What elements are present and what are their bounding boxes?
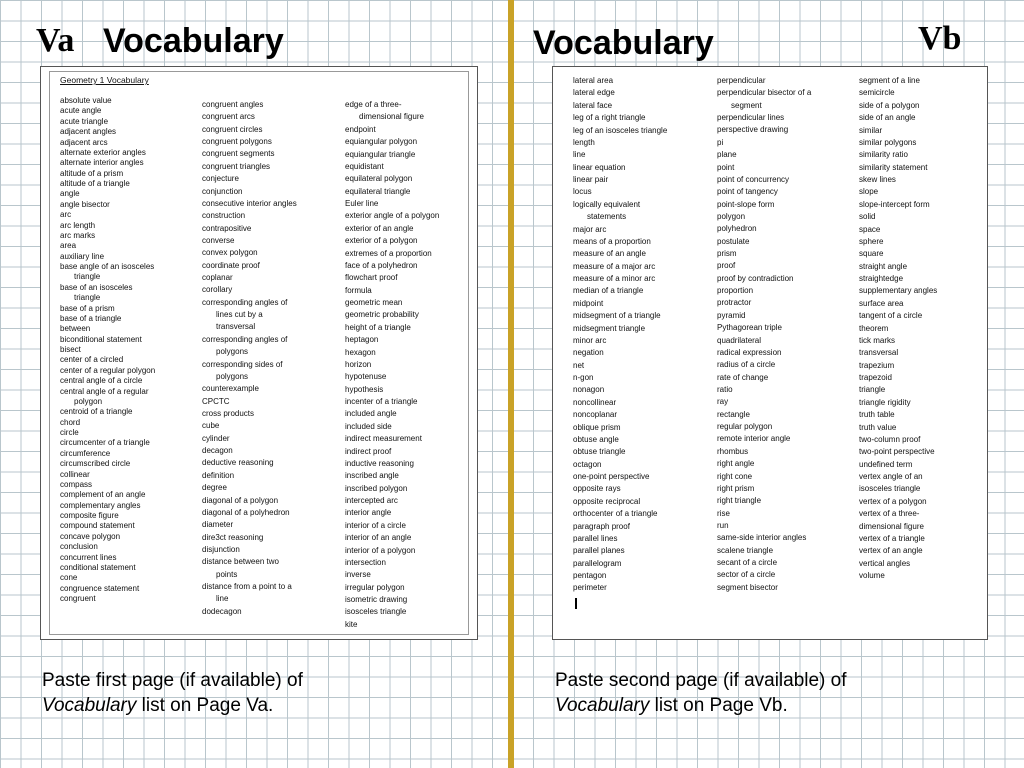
vocabulary-term: altitude of a triangle xyxy=(60,179,130,188)
vocabulary-term: two-column proof xyxy=(859,434,921,444)
vocabulary-term: flowchart proof xyxy=(345,273,398,283)
vocabulary-term: corresponding angles of xyxy=(202,334,288,344)
vocabulary-term: dimensional figure xyxy=(359,112,424,122)
vocabulary-term: concave polygon xyxy=(60,531,121,541)
vocabulary-term: linear equation xyxy=(573,162,626,172)
vocabulary-term: area xyxy=(60,241,77,251)
vocabulary-term: tangent of a circle xyxy=(859,311,923,321)
vocabulary-term: center of a circled xyxy=(60,355,124,365)
vocabulary-term: skew lines xyxy=(859,175,896,184)
vocabulary-term: exterior of an angle xyxy=(345,223,414,233)
vocabulary-term: perpendicular xyxy=(717,76,766,85)
vocabulary-term: diameter xyxy=(202,520,234,530)
caption-left xyxy=(42,668,303,718)
vocabulary-term: horizon xyxy=(345,359,372,369)
vocabulary-term: scalene triangle xyxy=(717,545,774,555)
vocabulary-term: congruent angles xyxy=(202,100,264,109)
vocabulary-term: plane xyxy=(717,150,737,160)
vocabulary-term: minor arc xyxy=(573,335,607,345)
vocabulary-term: inscribed angle xyxy=(345,471,399,481)
vocabulary-term: protractor xyxy=(717,298,752,308)
vocabulary-term: inscribed polygon xyxy=(345,483,408,493)
vocabulary-term: equiangular triangle xyxy=(345,149,416,159)
vocabulary-term: alternate exterior angles xyxy=(60,147,146,157)
vocabulary-term: bisect xyxy=(60,345,81,354)
vocabulary-term: postulate xyxy=(717,236,750,246)
vocabulary-term: supplementary angles xyxy=(859,286,938,296)
caption-right-pre: Paste second page (if available) of xyxy=(555,670,847,691)
vocabulary-term: adjacent arcs xyxy=(60,137,108,147)
vocabulary-term: slope xyxy=(859,187,879,197)
vocabulary-term: n-gon xyxy=(573,373,594,382)
vocabulary-term: polygons xyxy=(216,347,249,357)
vocabulary-term: leg of a right triangle xyxy=(573,113,646,123)
vocabulary-term: remote interior angle xyxy=(717,434,791,444)
vocabulary-term: formula xyxy=(345,285,372,295)
vocabulary-term: lateral edge xyxy=(573,88,615,98)
vocabulary-term: right angle xyxy=(717,459,755,469)
vocabulary-term: base of an isosceles xyxy=(60,282,133,292)
vocabulary-term: perspective drawing xyxy=(717,125,789,135)
vocabulary-term: triangle xyxy=(859,385,886,395)
title-left: Vocabulary xyxy=(103,22,284,60)
vocabulary-term: vertex of a polygon xyxy=(859,496,927,506)
vocabulary-term: biconditional statement xyxy=(60,334,142,344)
vocabulary-term: proof xyxy=(717,261,736,271)
vocabulary-term: chord xyxy=(60,417,81,427)
vocabulary-term: irregular polygon xyxy=(345,582,405,592)
vocabulary-term: theorem xyxy=(859,323,889,333)
vocabulary-term: regular polygon xyxy=(717,422,773,432)
vocabulary-term: face of a polyhedron xyxy=(345,260,418,270)
vocabulary-term: linear pair xyxy=(573,175,609,184)
vocabulary-term: congruent segments xyxy=(202,149,275,159)
vocabulary-term: coordinate proof xyxy=(202,260,260,270)
vocabulary-term: right triangle xyxy=(717,496,762,506)
vocabulary-term: cube xyxy=(202,421,220,431)
page-a-heading: Geometry 1 Vocabulary xyxy=(60,75,149,85)
vocabulary-term: arc xyxy=(60,210,72,220)
vocabulary-term: degree xyxy=(202,483,227,493)
vocabulary-term: major arc xyxy=(573,224,607,234)
vocabulary-term: interior of a polygon xyxy=(345,545,416,555)
vocabulary-term: lateral face xyxy=(573,100,613,110)
vocabulary-term: angle xyxy=(60,189,80,199)
vocabulary-term: undefined term xyxy=(859,459,913,469)
vocabulary-term: points xyxy=(216,569,238,579)
vocabulary-term: proportion xyxy=(717,286,754,296)
vocabulary-term: triangle xyxy=(74,272,101,282)
vocabulary-term: point xyxy=(717,162,735,172)
vocabulary-term: distance between two xyxy=(202,557,279,567)
vocabulary-term: midpoint xyxy=(573,298,604,308)
vocabulary-term: dodecagon xyxy=(202,606,242,616)
vocabulary-term: oblique prism xyxy=(573,422,621,432)
vocabulary-term: lateral area xyxy=(573,76,614,85)
vocabulary-term: base angle of an isosceles xyxy=(60,262,155,271)
vocabulary-term: semicircle xyxy=(859,88,895,98)
vocabulary-page-a xyxy=(40,66,478,640)
vocabulary-term: polygon xyxy=(74,396,103,406)
vocabulary-term: adjacent angles xyxy=(60,127,117,137)
vocabulary-term: intercepted arc xyxy=(345,496,398,505)
caption-right-post: list on Page Vb. xyxy=(649,695,788,716)
vocabulary-term: ratio xyxy=(717,384,733,394)
vocabulary-term: right cone xyxy=(717,471,753,481)
vocabulary-term: included side xyxy=(345,421,392,431)
vocabulary-term: isosceles triangle xyxy=(345,607,407,617)
vocabulary-term: solid xyxy=(859,212,876,222)
vocabulary-term: hypotenuse xyxy=(345,372,387,382)
vocabulary-term: side of a polygon xyxy=(859,100,920,110)
vocabulary-term: vertex of an angle xyxy=(859,546,923,556)
vocabulary-term: distance from a point to a xyxy=(202,582,292,592)
text-cursor xyxy=(575,598,577,609)
caption-right xyxy=(555,668,847,718)
vocabulary-term: interior of a circle xyxy=(345,520,406,530)
vocabulary-term: lines cut by a xyxy=(216,310,263,320)
vocabulary-term: quadrilateral xyxy=(717,335,762,345)
vocabulary-term: kite xyxy=(345,619,358,629)
vocabulary-term: radius of a circle xyxy=(717,360,776,370)
vocabulary-term: octagon xyxy=(573,459,602,469)
vocabulary-term: truth value xyxy=(859,422,897,432)
vocabulary-term: contrapositive xyxy=(202,223,252,233)
vocabulary-term: leg of an isosceles triangle xyxy=(573,125,668,135)
vocabulary-term: midsegment of a triangle xyxy=(573,311,661,321)
vocabulary-term: trapezoid xyxy=(859,373,892,382)
vocabulary-term: length xyxy=(573,137,595,147)
vocabulary-term: trapezium xyxy=(859,360,895,370)
vocabulary-term: edge of a three- xyxy=(345,100,402,109)
vocabulary-term: obtuse triangle xyxy=(573,447,626,457)
vocabulary-term: parallel lines xyxy=(573,533,618,543)
vocabulary-term: circumscribed circle xyxy=(60,459,131,469)
vocabulary-term: acute angle xyxy=(60,106,102,116)
vocabulary-term: congruent triangles xyxy=(202,161,271,171)
vocabulary-term: rate of change xyxy=(717,372,769,382)
vocabulary-term: means of a proportion xyxy=(573,236,651,246)
vocabulary-term: vertical angles xyxy=(859,558,911,568)
vocabulary-term: equidistant xyxy=(345,161,384,171)
vocabulary-term: conjecture xyxy=(202,174,239,184)
vocabulary-term: endpoint xyxy=(345,124,376,134)
vocabulary-term: Euler line xyxy=(345,199,379,208)
page-a-column-3 xyxy=(345,99,439,631)
vocabulary-term: slope-intercept form xyxy=(859,199,930,209)
vocabulary-term: measure of a major arc xyxy=(573,261,656,271)
vocabulary-term: pentagon xyxy=(573,571,607,580)
vocabulary-term: proof by contradiction xyxy=(717,273,794,283)
vocabulary-term: orthocenter of a triangle xyxy=(573,509,658,519)
vocabulary-term: construction xyxy=(202,211,246,221)
vocabulary-term: arc length xyxy=(60,220,96,230)
vocabulary-term: center of a regular polygon xyxy=(60,365,156,375)
vocabulary-term: line xyxy=(216,594,229,604)
vocabulary-term: measure of a minor arc xyxy=(573,274,656,283)
vocabulary-term: altitude of a prism xyxy=(60,168,124,178)
vocabulary-term: logically equivalent xyxy=(573,199,641,209)
vocabulary-term: polyhedron xyxy=(717,224,757,234)
vocabulary-term: volume xyxy=(859,571,885,580)
vocabulary-term: compass xyxy=(60,479,93,489)
vocabulary-term: pyramid xyxy=(717,310,746,320)
vocabulary-term: disjunction xyxy=(202,544,240,554)
vocabulary-term: point-slope form xyxy=(717,199,775,209)
vocabulary-term: interior angle xyxy=(345,508,392,518)
vocabulary-term: convex polygon xyxy=(202,248,258,258)
vocabulary-term: one-point perspective xyxy=(573,472,650,481)
vocabulary-term: equiangular polygon xyxy=(345,137,418,147)
vocabulary-term: base of a prism xyxy=(60,303,115,313)
vocabulary-term: coplanar xyxy=(202,273,233,283)
vocabulary-term: complement of an angle xyxy=(60,490,146,500)
vocabulary-term: complementary angles xyxy=(60,500,141,510)
vocabulary-term: median of a triangle xyxy=(573,286,644,296)
vocabulary-term: measure of an angle xyxy=(573,249,646,259)
vocabulary-term: deductive reasoning xyxy=(202,458,274,468)
vocabulary-term: definition xyxy=(202,470,235,480)
vocabulary-term: secant of a circle xyxy=(717,558,778,568)
vocabulary-term: base of a triangle xyxy=(60,313,122,323)
vocabulary-term: exterior of a polygon xyxy=(345,236,418,246)
vocabulary-term: collinear xyxy=(60,469,90,479)
vocabulary-term: consecutive interior angles xyxy=(202,198,297,208)
vocabulary-term: ray xyxy=(717,397,729,407)
vocabulary-term: dire3ct reasoning xyxy=(202,532,264,542)
vocabulary-term: paragraph proof xyxy=(573,521,630,531)
vocabulary-term: opposite reciprocal xyxy=(573,496,641,506)
page-b-column-1 xyxy=(573,75,667,595)
vocabulary-term: noncoplanar xyxy=(573,410,618,420)
page-a-frame xyxy=(49,71,469,635)
vocabulary-term: cross products xyxy=(202,408,255,418)
vocabulary-term: similarity statement xyxy=(859,162,928,172)
vocabulary-term: nonagon xyxy=(573,385,605,395)
vocabulary-term: arc marks xyxy=(60,230,96,240)
vocabulary-term: corollary xyxy=(202,285,233,295)
vocabulary-term: locus xyxy=(573,187,592,197)
vocabulary-term: congruent xyxy=(60,594,96,603)
vocabulary-term: statements xyxy=(587,212,627,222)
vocabulary-term: straightedge xyxy=(859,274,904,283)
vocabulary-term: parallel planes xyxy=(573,546,625,556)
vocabulary-term: diagonal of a polygon xyxy=(202,495,279,505)
vocabulary-term: conjunction xyxy=(202,186,243,196)
vocabulary-term: heptagon xyxy=(345,335,379,345)
vocabulary-term: dimensional figure xyxy=(859,521,924,531)
vocabulary-term: CPCTC xyxy=(202,396,230,406)
vocabulary-term: same-side interior angles xyxy=(717,533,807,543)
vocabulary-term: square xyxy=(859,249,884,259)
center-divider xyxy=(508,0,514,768)
vocabulary-term: compound statement xyxy=(60,521,135,531)
vocabulary-term: diagonal of a polyhedron xyxy=(202,507,290,517)
vocabulary-term: similar polygons xyxy=(859,137,917,147)
vocabulary-term: indirect proof xyxy=(345,446,392,456)
vocabulary-term: vertex of a three- xyxy=(859,509,920,519)
vocabulary-term: side of an angle xyxy=(859,113,916,123)
vocabulary-term: conditional statement xyxy=(60,562,136,572)
vocabulary-term: included angle xyxy=(345,409,397,419)
vocabulary-term: inverse xyxy=(345,570,371,580)
vocabulary-term: hexagon xyxy=(345,347,376,357)
vocabulary-term: run xyxy=(717,520,729,530)
vocabulary-term: obtuse angle xyxy=(573,434,619,444)
vocabulary-term: tick marks xyxy=(859,335,895,345)
vocabulary-term: truth table xyxy=(859,410,895,420)
vocabulary-term: incenter of a triangle xyxy=(345,397,418,406)
page-b-column-3 xyxy=(859,75,937,582)
vocabulary-term: circumference xyxy=(60,448,111,458)
vocabulary-term: indirect measurement xyxy=(345,434,422,444)
vocabulary-term: extremes of a proportion xyxy=(345,248,432,258)
vocabulary-term: corresponding sides of xyxy=(202,359,283,369)
vocabulary-term: congruent polygons xyxy=(202,137,272,147)
caption-left-post: list on Page Va. xyxy=(136,695,274,716)
vocabulary-page-b xyxy=(552,66,988,640)
vocabulary-term: vertex angle of an xyxy=(859,472,923,481)
vocabulary-term: congruence statement xyxy=(60,583,140,593)
vocabulary-term: transversal xyxy=(216,322,256,332)
vocabulary-term: geometric mean xyxy=(345,298,403,307)
vocabulary-term: central angle of a circle xyxy=(60,376,143,386)
page-a-column-1 xyxy=(60,96,155,604)
vocabulary-term: line xyxy=(573,150,586,160)
vocabulary-term: circumcenter of a triangle xyxy=(60,438,150,448)
vocabulary-term: isometric drawing xyxy=(345,595,408,604)
page-label-va: Va xyxy=(36,22,75,59)
vocabulary-term: inductive reasoning xyxy=(345,458,414,468)
vocabulary-term: absolute value xyxy=(60,96,112,105)
vocabulary-term: space xyxy=(859,224,881,234)
vocabulary-term: segment of a line xyxy=(859,76,920,85)
vocabulary-term: parallelogram xyxy=(573,558,622,568)
vocabulary-term: segment bisector xyxy=(717,582,778,592)
vocabulary-term: surface area xyxy=(859,298,904,308)
vocabulary-term: between xyxy=(60,324,91,334)
vocabulary-term: decagon xyxy=(202,446,233,456)
vocabulary-term: segment xyxy=(731,100,762,110)
vocabulary-term: circle xyxy=(60,428,79,437)
vocabulary-term: Pythagorean triple xyxy=(717,323,782,333)
vocabulary-term: noncollinear xyxy=(573,397,617,407)
vocabulary-term: angle bisector xyxy=(60,199,110,209)
vocabulary-term: triangle rigidity xyxy=(859,397,911,407)
vocabulary-term: midsegment triangle xyxy=(573,323,646,333)
caption-right-emphasis: Vocabulary xyxy=(555,695,650,716)
vocabulary-term: transversal xyxy=(859,348,899,358)
vocabulary-term: sphere xyxy=(859,236,884,246)
vocabulary-term: pi xyxy=(717,137,724,147)
vocabulary-term: counterexample xyxy=(202,384,259,394)
vocabulary-term: rise xyxy=(717,508,730,518)
vocabulary-term: height of a triangle xyxy=(345,322,411,332)
vocabulary-term: concurrent lines xyxy=(60,552,117,562)
title-right: Vocabulary xyxy=(533,24,714,62)
vocabulary-term: converse xyxy=(202,235,235,245)
vocabulary-term: perpendicular bisector of a xyxy=(717,88,812,98)
vocabulary-term: auxiliary line xyxy=(60,251,105,261)
vocabulary-term: geometric probability xyxy=(345,310,419,320)
vocabulary-term: central angle of a regular xyxy=(60,386,149,396)
vocabulary-term: exterior angle of a polygon xyxy=(345,211,440,221)
vocabulary-term: opposite rays xyxy=(573,484,621,494)
vocabulary-term: prism xyxy=(717,249,737,259)
vocabulary-term: hypothesis xyxy=(345,384,384,394)
caption-left-pre: Paste first page (if available) of xyxy=(42,670,303,691)
vocabulary-term: triangle xyxy=(74,293,101,303)
vocabulary-term: centroid of a triangle xyxy=(60,407,133,417)
vocabulary-term: cylinder xyxy=(202,433,230,443)
vocabulary-term: polygon xyxy=(717,211,746,221)
vocabulary-term: congruent arcs xyxy=(202,112,255,122)
vocabulary-term: negation xyxy=(573,348,604,358)
vocabulary-term: perimeter xyxy=(573,583,607,593)
vocabulary-term: equilateral polygon xyxy=(345,174,413,184)
vocabulary-term: polygons xyxy=(216,371,249,381)
vocabulary-term: perpendicular lines xyxy=(717,113,785,123)
vocabulary-term: rectangle xyxy=(717,409,750,419)
vocabulary-term: two-point perspective xyxy=(859,447,935,457)
vocabulary-term: radical expression xyxy=(717,347,782,357)
vocabulary-term: point of tangency xyxy=(717,187,778,197)
caption-left-emphasis: Vocabulary xyxy=(42,695,137,716)
vocabulary-term: sector of a circle xyxy=(717,570,776,580)
vocabulary-term: interior of an angle xyxy=(345,533,412,543)
vocabulary-term: acute triangle xyxy=(60,116,109,126)
vocabulary-term: conclusion xyxy=(60,542,98,552)
vocabulary-term: intersection xyxy=(345,557,386,567)
vocabulary-term: net xyxy=(573,360,585,370)
vocabulary-term: straight angle xyxy=(859,261,908,271)
vocabulary-term: right prism xyxy=(717,483,755,493)
vocabulary-term: similar xyxy=(859,125,883,135)
vocabulary-term: congruent circles xyxy=(202,124,263,134)
page-label-vb: Vb xyxy=(918,20,962,57)
vocabulary-term: composite figure xyxy=(60,511,119,520)
vocabulary-term: cone xyxy=(60,573,78,583)
vocabulary-term: point of concurrency xyxy=(717,174,790,184)
vocabulary-term: rhombus xyxy=(717,446,749,456)
page-b-column-2 xyxy=(717,75,811,594)
vocabulary-term: equilateral triangle xyxy=(345,186,411,196)
page-a-column-2 xyxy=(202,99,297,618)
vocabulary-term: alternate interior angles xyxy=(60,158,144,168)
vocabulary-term: corresponding angles of xyxy=(202,297,288,307)
vocabulary-term: isosceles triangle xyxy=(859,484,921,494)
vocabulary-term: similarity ratio xyxy=(859,150,908,160)
vocabulary-term: vertex of a triangle xyxy=(859,533,925,543)
